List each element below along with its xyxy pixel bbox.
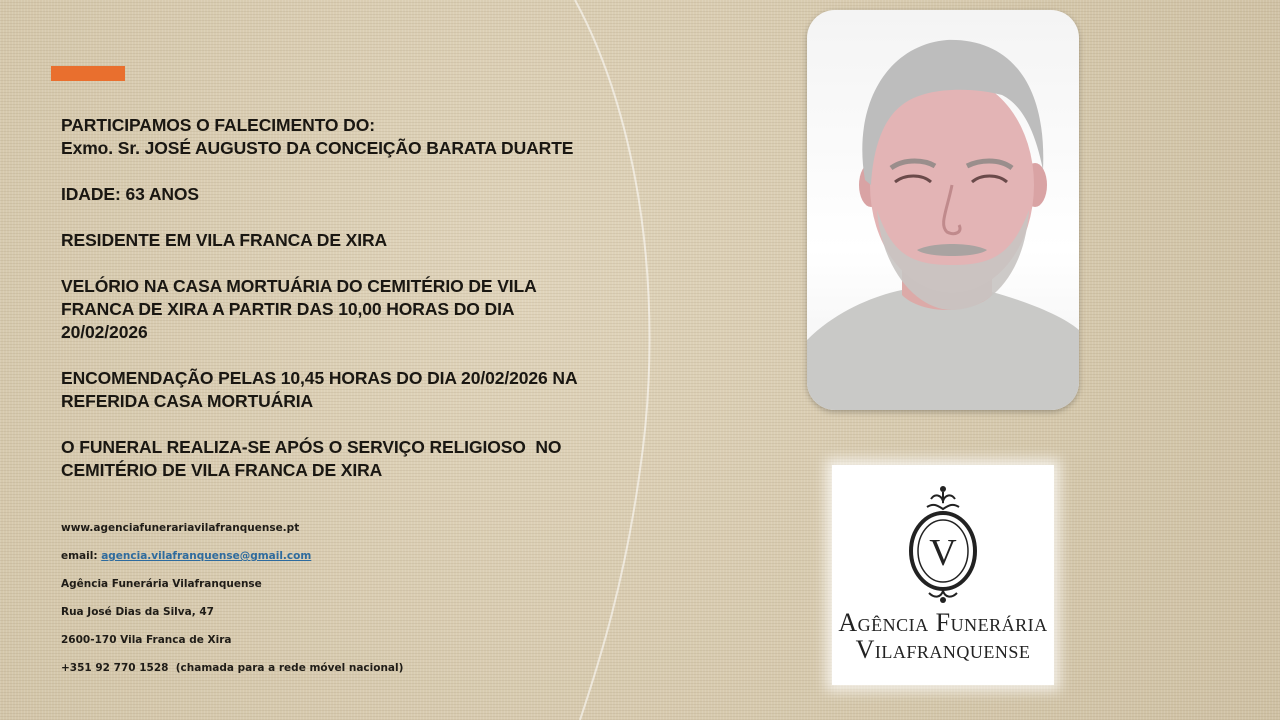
email-label: email: <box>61 550 102 562</box>
funeral-line-2: CEMITÉRIO DE VILA FRANCA DE XIRA <box>61 460 383 480</box>
postal-address: 2600-170 Vila Franca de Xira <box>61 634 232 646</box>
funeral-line-1: O FUNERAL REALIZA-SE APÓS O SERVIÇO RELIGIOSO NO <box>61 437 562 457</box>
wake-line-1: VELÓRIO NA CASA MORTUÁRIA DO CEMITÉRIO DE VILA <box>61 276 537 296</box>
logo-line-1: Agência Funerária <box>838 608 1048 637</box>
wake-line-2: FRANCA DE XIRA A PARTIR DAS 10,00 HORAS DO DIA <box>61 299 515 319</box>
notice-heading: PARTICIPAMOS O FALECIMENTO DO: <box>61 115 375 135</box>
website-text: www.agenciafunerariavilafranquense.pt <box>61 522 300 534</box>
wake-line-3: 20/02/2026 <box>61 322 148 342</box>
agency-logo <box>832 465 1054 685</box>
deceased-age: IDADE: 63 ANOS <box>61 184 199 204</box>
obituary-notice <box>61 114 661 505</box>
monogram-emblem <box>907 483 979 605</box>
residence-line <box>61 229 661 252</box>
phone-number: +351 92 770 1528 (chamada para a rede móvel nacional) <box>61 662 404 674</box>
deceased-name: Exmo. Sr. JOSÉ AUGUSTO DA CONCEIÇÃO BARATA DUARTE <box>61 138 574 158</box>
contact-info <box>61 514 561 682</box>
accent-bar <box>51 66 125 81</box>
wake-info <box>61 275 661 344</box>
prayer-info <box>61 367 661 413</box>
prayer-line-1: ENCOMENDAÇÃO PELAS 10,45 HORAS DO DIA 20/02/2026 NA <box>61 368 578 388</box>
agency-name: Agência Funerária Vilafranquense <box>61 578 262 590</box>
email-row <box>61 542 561 570</box>
deceased-residence: RESIDENTE EM VILA FRANCA DE XIRA <box>61 230 388 250</box>
age-line <box>61 183 661 206</box>
funeral-info <box>61 436 661 482</box>
prayer-line-2: REFERIDA CASA MORTUÁRIA <box>61 391 314 411</box>
deceased-portrait <box>807 10 1079 410</box>
street-address: Rua José Dias da Silva, 47 <box>61 606 214 618</box>
notice-intro <box>61 114 661 160</box>
email-link[interactable]: agencia.vilafranquense@gmail.com <box>101 550 312 562</box>
portrait-illustration <box>807 10 1079 410</box>
logo-monogram: V <box>929 532 957 574</box>
logo-line-2: Vilafranquense <box>855 635 1031 664</box>
